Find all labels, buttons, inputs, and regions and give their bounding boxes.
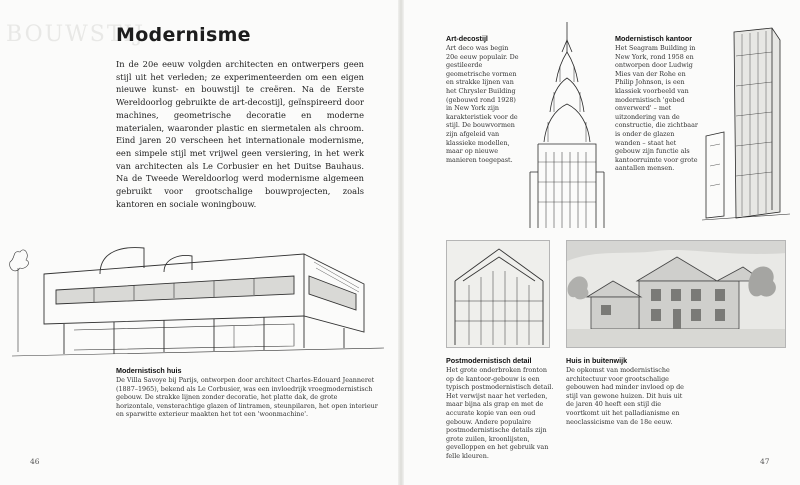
house-caption-body: De Villa Savoye bij Parijs, ontworpen door architect Charles-Edouard Jeanneret (1887–1965), bekend als Le Corbusier, was een invloedrijk vroegmodernistisch gebouw. De strakke lijnen zonder decoratie, het platte dak, de grote horizontale, vensterachtige glazen of lintramen, steunpilaren, het open interieur en sparwitte exterieur maakten het tot een 'woonmachine'. xyxy=(116,376,378,419)
suburb-caption-body: De opkomst van modernistische architectuur voor grootschalige gebouwen had minder invloed op de stijl van gewone huizen. Dit huis uit de jaren 40 heeft een stijl die voortkomt uit het palladianisme en neoclassicisme van de 18e eeuw. xyxy=(566,366,684,426)
page-number-left: 46 xyxy=(30,457,40,466)
postmodern-detail-photo xyxy=(446,240,550,348)
postmodern-caption-title: Postmodernistisch detail xyxy=(446,356,532,365)
artdeco-caption-title: Art-decostijl xyxy=(446,34,488,43)
office-caption-body: Het Seagram Building in New York, rond 1958 en ontworpen door Ludwig Mies van der Rohe en Philip Johnson, is een klassiek voorbeeld van modernistisch 'gebed onverwerd' – met uitzondering van de constructie, die zichtbaar is onder de glazen wanden – staat het gebouw zijn functie als kantoorruimte voor grote aantallen mensen. xyxy=(615,44,698,173)
artdeco-caption-body: Art deco was begin 20e eeuw populair. De gestileerde geometrische vormen en strakke lijnen van het Chrysler Building (gebouwd rond 1928) in New York zijn karakteristiek voor de stijl. De bouwvormen zijn afgeleid van klassieke modellen, maar op nieuwe manieren toegepast. xyxy=(446,44,519,164)
chrysler-building-illustration xyxy=(524,22,610,228)
page-title: Modernisme xyxy=(116,24,251,46)
postmodern-pediment-drawing xyxy=(447,241,550,348)
page-number-right: 47 xyxy=(760,457,770,466)
suburb-caption-title: Huis in buitenwijk xyxy=(566,356,628,365)
book-gutter xyxy=(398,0,404,485)
house-caption-title: Modernistisch huis xyxy=(116,366,182,375)
postmodern-caption-body: Het grote onderbroken fronton op de kantoor-gebouw is een typisch postmodernistisch detail. Het verwijst naar het verleden, maar bijna als grap en met de accurate kopie van een oud gebouw. Andere populaire postmodernistische details zijn grote zuilen, kroonlijsten, gevelloppen en het gebruik van felle kleuren. xyxy=(446,366,554,460)
ghost-heading: BOUWSTIJ xyxy=(6,22,146,47)
suburban-house-photo xyxy=(566,240,786,348)
intro-paragraph: In de 20e eeuw volgden architecten en ontwerpers geen stijl uit het verleden; ze experimenteerden om een eigen nieuwe kunst- en bouwstijl te creëren. Na de Eerste Wereldoorlog gebruikte de art-decostijl, geïnspireerd door machines, geometrische decoratie en moderne materialen, waaronder plastic en siermetalen als chroom. Eind jaren 20 verscheen het internationale modernisme, een simpele stijl met vrijwel geen versiering, in het werk van architecten als Le Corbusier en het Duitse Bauhaus. Na de Tweede Wereldoorlog werd modernisme algemeen gebruikt voor grootschalige bouwprojecten, zoals kantoren en sociale woningbouw. xyxy=(116,59,364,209)
suburban-house-drawing xyxy=(567,241,786,348)
office-caption-title: Modernistisch kantoor xyxy=(615,34,693,43)
villa-savoye-illustration xyxy=(4,232,390,362)
seagram-building-illustration xyxy=(702,26,790,222)
